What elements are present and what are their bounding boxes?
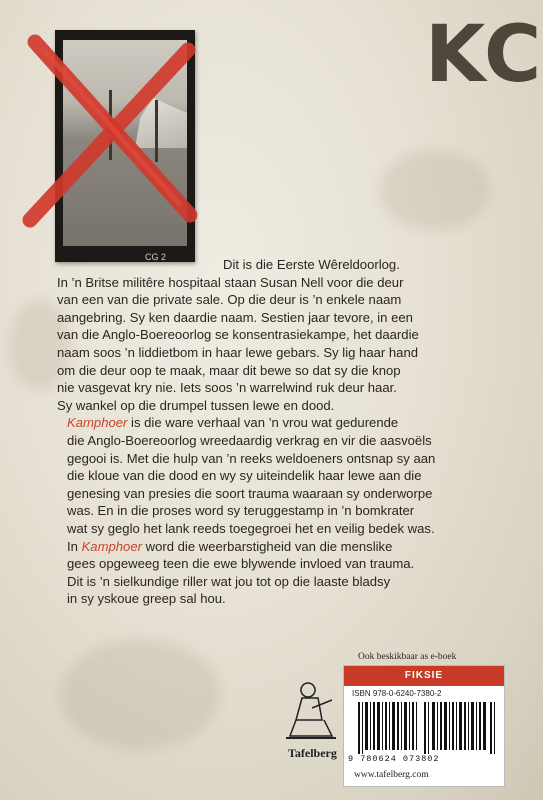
blurb-line-opening: Dit is die Eerste Wêreldoorlog. [223, 257, 400, 272]
tent-shape [135, 98, 187, 148]
figure-shape [109, 90, 112, 160]
publisher-url: www.tafelberg.com [354, 770, 429, 780]
barcode-panel [343, 665, 505, 787]
paper-stain [60, 640, 220, 750]
blurb-paragraph-2 [57, 414, 507, 537]
paragraph-3-body: word die weerbarstigheid van die menslike gees opgeweeg teen die ewe blywende invloed van trauma. Dit is ’n sielkundige riller wat jou tot op die laaste bladsy in sy yskoue greep sal hou. [67, 538, 415, 607]
photo-mark: CG 2 [145, 252, 167, 262]
blurb-paragraph-3 [57, 538, 507, 608]
barcode-number: 9 780624 073802 [348, 754, 440, 764]
ebook-availability: Ook beskikbaar as e-boek [358, 652, 457, 662]
barcode-icon [358, 702, 496, 754]
photo-scene [63, 40, 187, 246]
publisher-logo-icon [282, 680, 340, 742]
genre-label: FIKSIE [344, 666, 504, 686]
paragraph-3-lead: In [67, 538, 82, 554]
vintage-photo [55, 30, 195, 262]
blurb-text [57, 256, 507, 608]
book-title-inline: Kamphoer [81, 538, 142, 554]
paragraph-2-body: is die ware verhaal van ’n vrou wat gedurende die Anglo-Boereoorlog wreedaardig verkrag en vir die aasvoëls gegooi is. Met die hulp van ’n reeks weldoeners ontsnap sy aan die kloue van die dood en wy sy uiteindelik haar lewe aan die genesing van presies die soort trauma waaraan sy onderworpe was. En in die proses word sy teruggestamp in ’n bomkrater wat sy geglo het lank reeds toegegroei het en veilig bedek was. [67, 415, 436, 536]
title-fragment: KC [425, 10, 543, 100]
publisher-name: Tafelberg [288, 746, 337, 760]
paper-stain [380, 150, 490, 230]
isbn-text: ISBN 978-0-6240-7380-2 [352, 689, 442, 698]
book-title-inline: Kamphoer [67, 415, 128, 431]
figure-shape [155, 100, 158, 162]
blurb-paragraph-1: In ’n Britse militêre hospitaal staan Susan Nell voor die deur van een van die private sale. Op die deur is ’n enkele naam aangebring. Sy ken daardie naam. Sestien jaar tevore, in een van die Anglo-Boereoorlog se konsentrasiekampe, het daardie naam soos ’n liddietbom in haar lewe gebars. Sy lig haar hand om die deur oop te maak, maar dit bewe so dat sy die knop nie vasgevat kry nie. Iets soos ’n warrelwind ruk deur haar. Sy wankel op die drumpel tussen lewe en dood. [57, 274, 419, 413]
